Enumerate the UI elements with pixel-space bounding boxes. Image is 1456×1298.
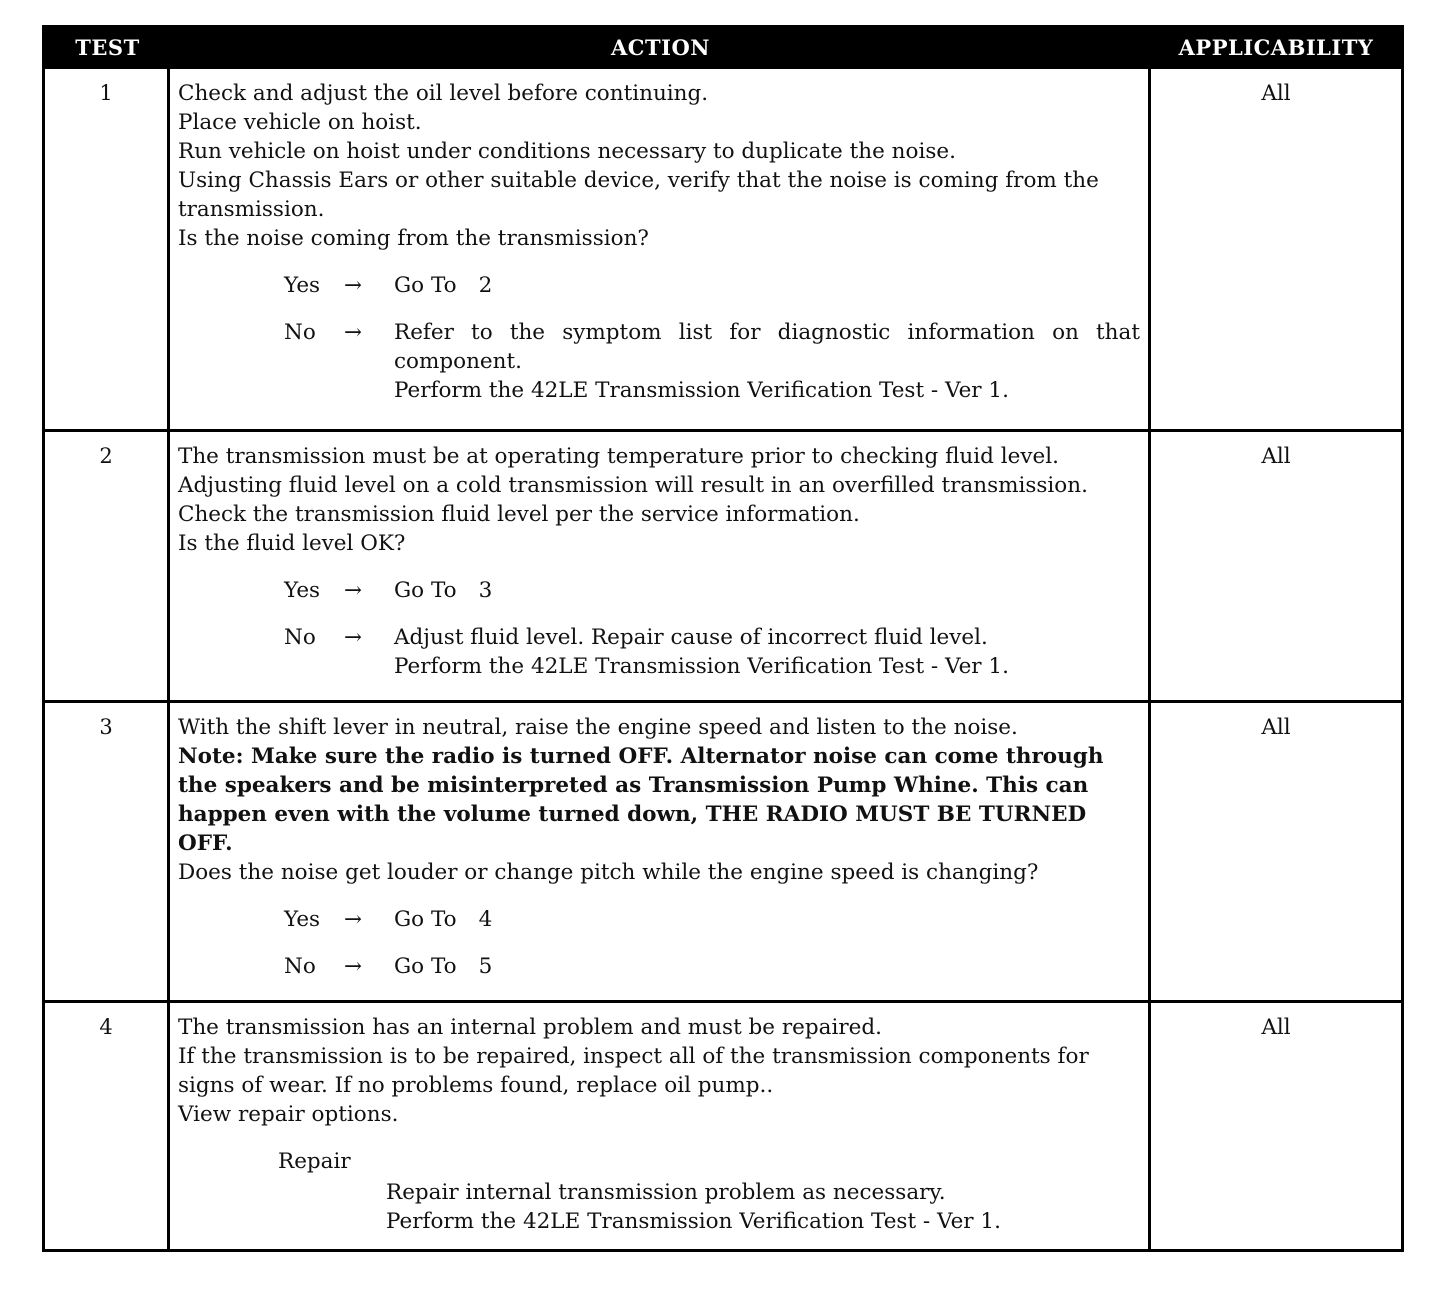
- yes-branch: [284, 576, 1140, 605]
- arrow-icon: →: [344, 273, 363, 298]
- no-branch: [284, 623, 1140, 681]
- action-line: View repair options.: [178, 1102, 399, 1127]
- applicability-value: All: [1261, 444, 1291, 469]
- action-cell: [170, 432, 1151, 700]
- yes-branch: [284, 905, 1140, 934]
- repair-label: Repair: [278, 1149, 351, 1174]
- action-line: Place vehicle on hoist.: [178, 110, 422, 135]
- test-number: 1: [45, 69, 170, 429]
- no-label: No: [284, 625, 316, 650]
- applicability-value: All: [1261, 1015, 1291, 1040]
- table-header: [45, 28, 1401, 66]
- diagnostic-table: [42, 25, 1404, 1252]
- yes-branch: [284, 271, 1140, 300]
- arrow-icon: →: [344, 907, 363, 932]
- header-test: TEST: [75, 34, 140, 60]
- applicability-value: All: [1261, 81, 1291, 106]
- no-action-text: Perform the 42LE Transmission Verification Test - Ver 1.: [394, 378, 1009, 403]
- table-row: [45, 700, 1401, 1000]
- no-branch: [284, 952, 1140, 981]
- no-action-text: Perform the 42LE Transmission Verification Test - Ver 1.: [394, 654, 1009, 679]
- action-question: Does the noise get louder or change pitch while the engine speed is changing?: [178, 860, 1039, 885]
- action-line: If the transmission is to be repaired, inspect all of the transmission components for signs of wear. If no problems found, replace oil pump..: [178, 1044, 1089, 1098]
- action-cell: [170, 1003, 1151, 1249]
- arrow-icon: →: [344, 578, 363, 603]
- test-number: 2: [45, 432, 170, 700]
- header-applicability: APPLICABILITY: [1178, 34, 1374, 60]
- radio-warning-note: Note: Make sure the radio is turned OFF. Alternator noise can come through the speakers and be misinterpreted as Transmission Pump Whine. This can happen even with the volume turned down, THE RADIO MUST BE TURNED OFF.: [178, 744, 1104, 856]
- repair-text: Perform the 42LE Transmission Verification Test - Ver 1.: [386, 1209, 1001, 1234]
- action-line: Check the transmission fluid level per the service information.: [178, 502, 860, 527]
- arrow-icon: →: [344, 625, 363, 650]
- test-number: 4: [45, 1003, 170, 1249]
- goto-target: 3: [478, 578, 493, 603]
- arrow-icon: →: [344, 320, 363, 345]
- no-action-text: Refer to the symptom list for diagnostic information on that component.: [394, 320, 1140, 374]
- applicability-value: All: [1261, 715, 1291, 740]
- action-line: With the shift lever in neutral, raise the engine speed and listen to the noise.: [178, 715, 1018, 740]
- action-line: Using Chassis Ears or other suitable device, verify that the noise is coming from the transmission.: [178, 168, 1099, 222]
- goto-label: Go To: [394, 907, 457, 932]
- goto-target: 4: [478, 907, 493, 932]
- goto-label: Go To: [394, 578, 457, 603]
- action-question: Is the fluid level OK?: [178, 531, 406, 556]
- action-line: Adjusting fluid level on a cold transmission will result in an overfilled transmission.: [178, 473, 1088, 498]
- action-cell: [170, 69, 1151, 429]
- header-action: ACTION: [611, 34, 710, 60]
- goto-target: 5: [478, 954, 493, 979]
- goto-label: Go To: [394, 273, 457, 298]
- action-line: The transmission must be at operating temperature prior to checking fluid level.: [178, 444, 1059, 469]
- table-row: [45, 66, 1401, 429]
- goto-target: 2: [478, 273, 493, 298]
- action-question: Is the noise coming from the transmission?: [178, 226, 649, 251]
- no-label: No: [284, 320, 316, 345]
- no-branch: [284, 318, 1140, 405]
- arrow-icon: →: [344, 954, 363, 979]
- repair-text: Repair internal transmission problem as necessary.: [386, 1180, 946, 1205]
- table-row: [45, 429, 1401, 700]
- action-line: Run vehicle on hoist under conditions necessary to duplicate the noise.: [178, 139, 956, 164]
- table-row: [45, 1000, 1401, 1249]
- action-line: The transmission has an internal problem and must be repaired.: [178, 1015, 882, 1040]
- repair-body: [386, 1178, 1140, 1236]
- no-action-text: Adjust fluid level. Repair cause of incorrect fluid level.: [394, 625, 988, 650]
- goto-label: Go To: [394, 954, 457, 979]
- yes-label: Yes: [284, 907, 321, 932]
- no-label: No: [284, 954, 316, 979]
- test-number: 3: [45, 703, 170, 1000]
- action-line: Check and adjust the oil level before continuing.: [178, 81, 709, 106]
- yes-label: Yes: [284, 273, 321, 298]
- action-cell: [170, 703, 1151, 1000]
- yes-label: Yes: [284, 578, 321, 603]
